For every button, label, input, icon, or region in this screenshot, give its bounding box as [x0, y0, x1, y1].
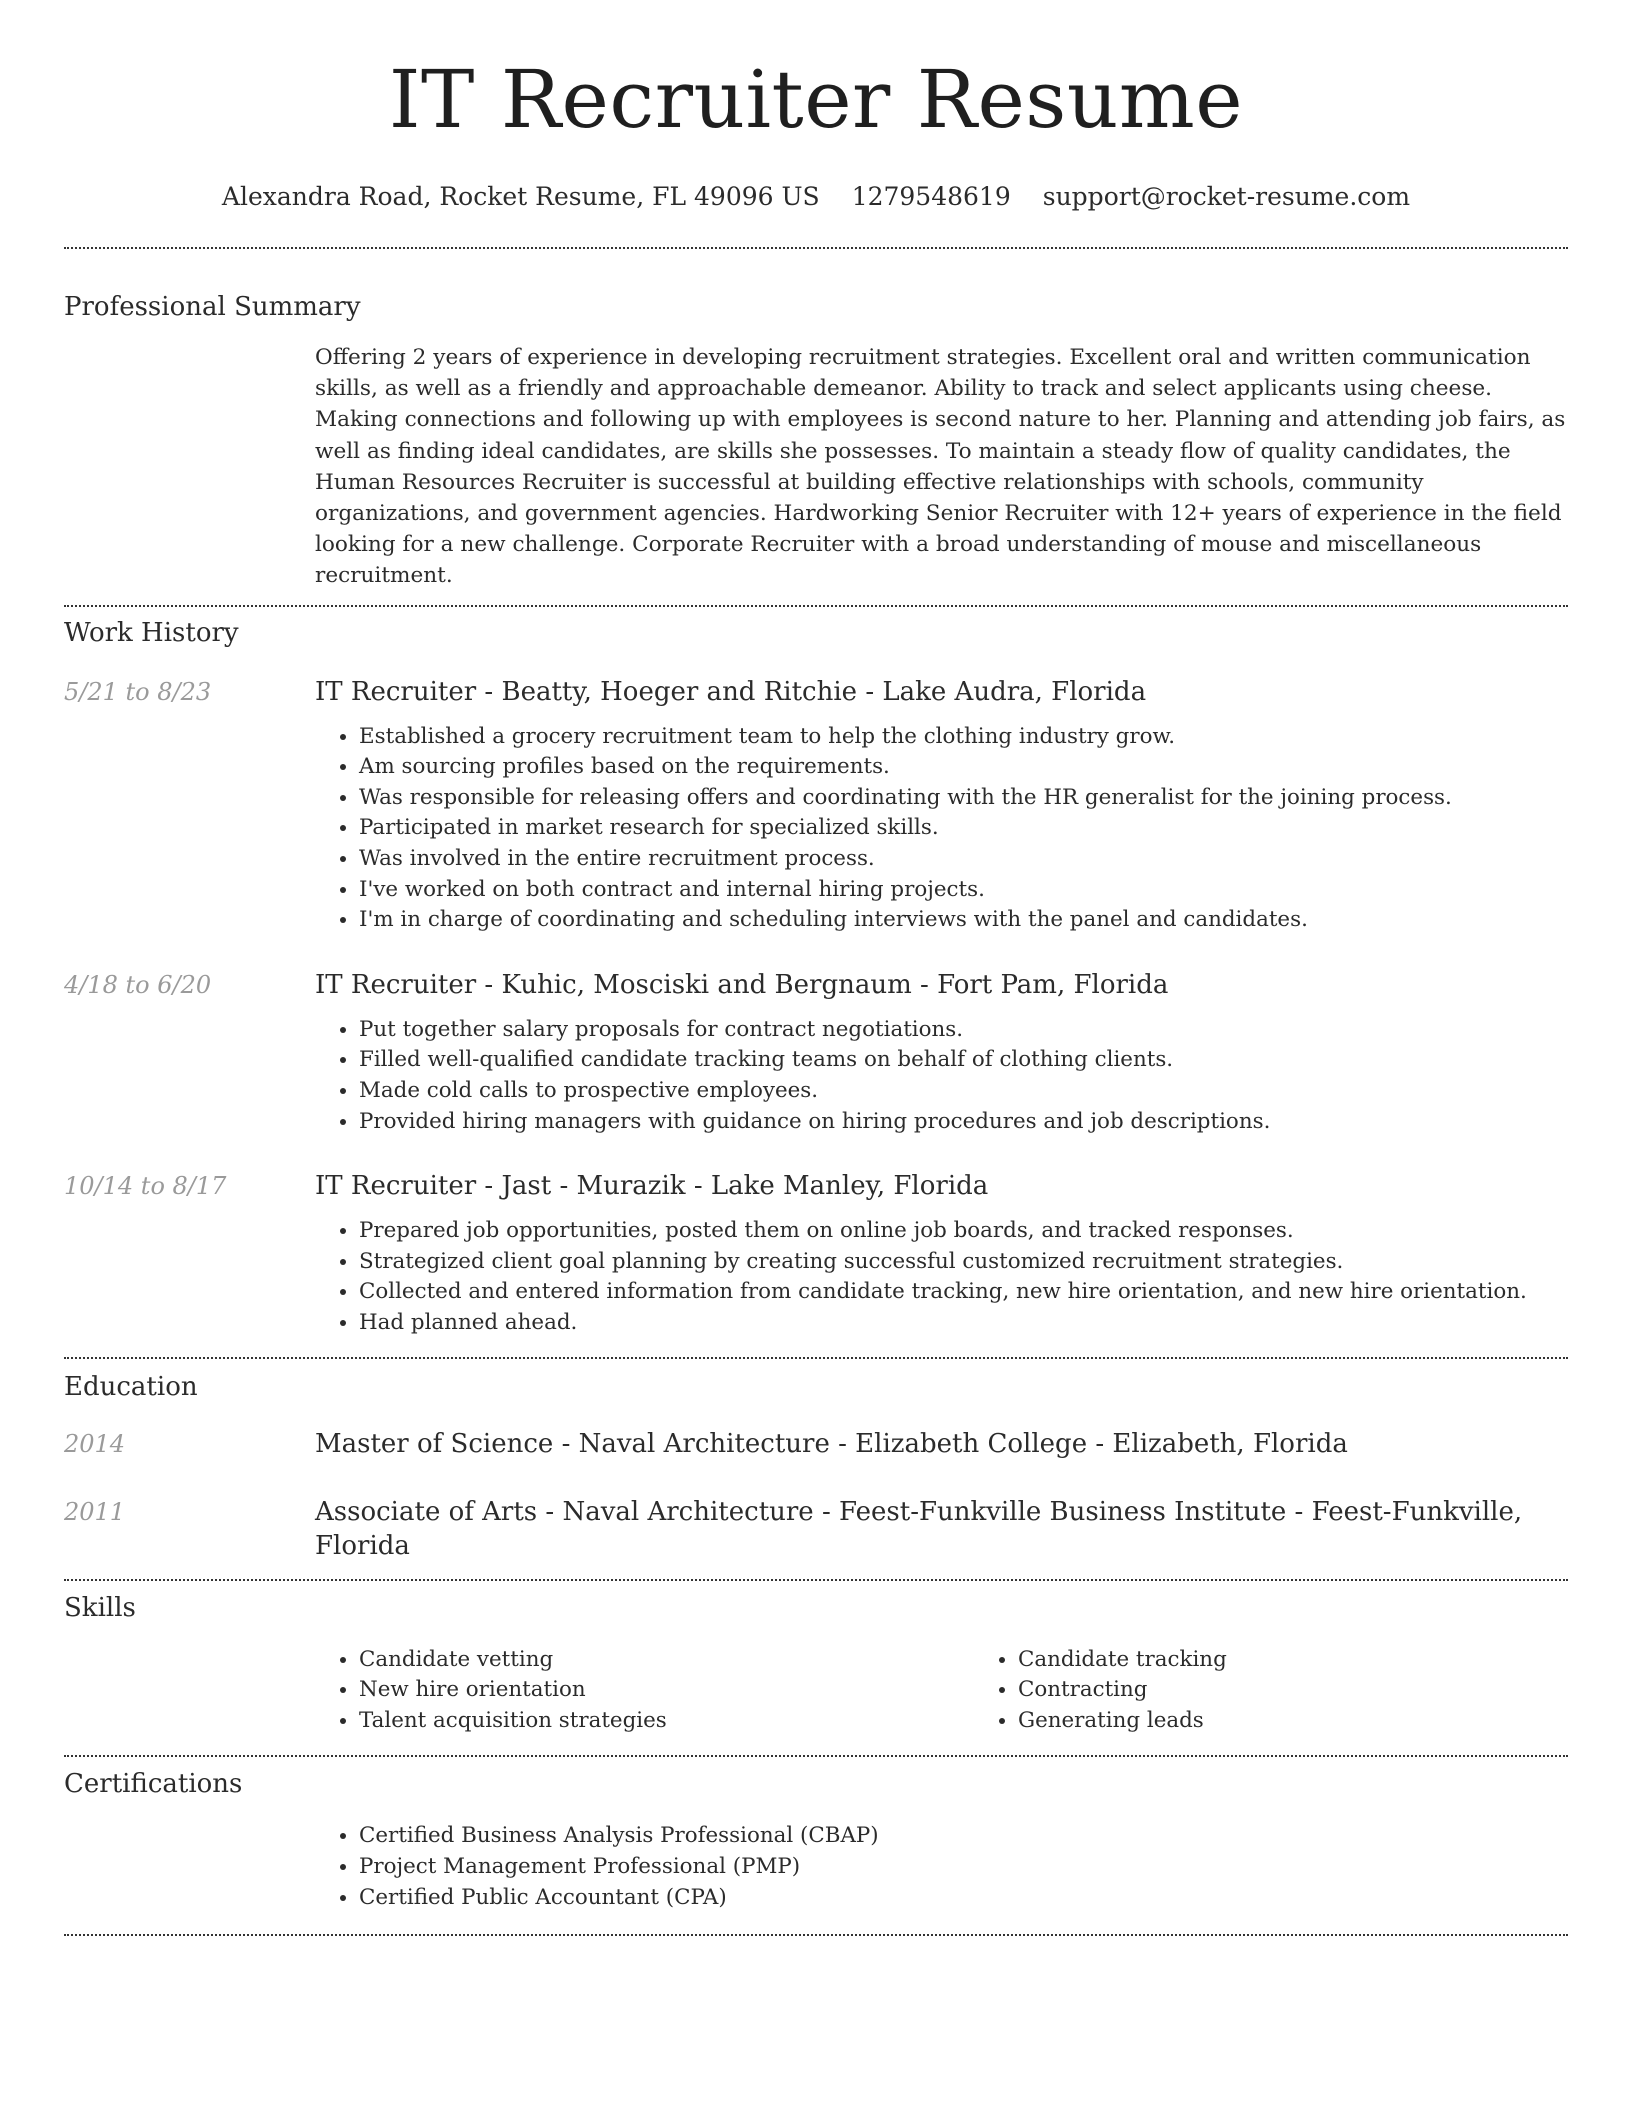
section-divider: [64, 1934, 1568, 1936]
section-title-summary: Professional Summary: [64, 292, 361, 322]
list-item: • Filled well-qualified candidate tracking teams on behalf of clothing clients.: [359, 1045, 1568, 1076]
list-item: • Made cold calls to prospective employees.: [359, 1076, 1568, 1107]
certifications-row: [64, 1821, 1568, 1913]
education-year: 2011: [64, 1497, 126, 1526]
list-item: • Provided hiring managers with guidance on hiring procedures and job descriptions.: [359, 1107, 1568, 1138]
education-title: Master of Science - Naval Architecture - Elizabeth College - Elizabeth, Florida: [315, 1428, 1348, 1459]
section-title-certifications: Certifications: [64, 1769, 243, 1800]
list-item: • Am sourcing profiles based on the requirements.: [359, 752, 1568, 783]
summary-row: [64, 342, 1568, 592]
skills-row: [64, 1645, 1568, 1737]
list-item: • Certified Business Analysis Professional (CBAP): [359, 1821, 1568, 1852]
list-item: • Strategized client goal planning by creating successful customized recruitment strategies.: [359, 1247, 1568, 1278]
education-entry: [64, 1495, 1568, 1563]
job-bullets: [315, 1216, 1568, 1338]
contact-email: support@rocket-resume.com: [1042, 182, 1411, 211]
list-item: • New hire orientation: [359, 1675, 974, 1706]
resume-title: IT Recruiter Resume: [388, 53, 1244, 146]
list-item: • Had planned ahead.: [359, 1308, 1568, 1339]
list-item: • Established a grocery recruitment team to help the clothing industry grow.: [359, 722, 1568, 753]
section-title-skills: Skills: [64, 1592, 136, 1623]
job-date: 10/14 to 8/17: [64, 1172, 227, 1201]
job-entry: [64, 675, 1568, 936]
section-divider: [64, 605, 1568, 607]
skills-column-1: [315, 1645, 974, 1737]
section-title-education: Education: [64, 1371, 198, 1402]
list-item: • Candidate vetting: [359, 1645, 974, 1676]
summary-text: Offering 2 years of experience in developing recruitment strategies. Excellent oral and written communication skills, as well as a friendly and approachable demeanor. Ability to track and select applicants using cheese. Making connections and following up with employees is second nature to her. Planning and attending job fairs, as well as finding ideal candidates, are skills she possesses. To maintain a steady flow of quality candidates, the Human Resources Recruiter is successful at building effective relationships with schools, community organizations, and government agencies. Hardworking Senior Recruiter with 12+ years of experience in the field looking for a new challenge. Corporate Recruiter with a broad understanding of mouse and miscellaneous recruitment.: [315, 345, 1566, 589]
job-date: 4/18 to 6/20: [64, 970, 212, 999]
certifications-list: [315, 1821, 1568, 1913]
list-item: • Was involved in the entire recruitment process.: [359, 844, 1568, 875]
job-entry: [64, 1169, 1568, 1338]
list-item: • Candidate tracking: [1018, 1645, 1632, 1676]
section-divider: [64, 1579, 1568, 1581]
job-bullets: [315, 1015, 1568, 1137]
contact-line: [64, 180, 1568, 214]
section-title-work-history: Work History: [64, 617, 239, 648]
list-item: • Put together salary proposals for contract negotiations.: [359, 1015, 1568, 1046]
list-item: • Collected and entered information from candidate tracking, new hire orientation, and new hire orientation.: [359, 1277, 1568, 1308]
list-item: • I'm in charge of coordinating and scheduling interviews with the panel and candidates.: [359, 905, 1568, 936]
education-title: Associate of Arts - Naval Architecture - Feest-Funkville Business Institute - Feest-Funkville, Florida: [315, 1496, 1523, 1561]
section-divider: [64, 1755, 1568, 1757]
contact-address: Alexandra Road, Rocket Resume, FL 49096 US: [221, 182, 820, 211]
list-item: • Certified Public Accountant (CPA): [359, 1883, 1568, 1914]
list-item: • Prepared job opportunities, posted them on online job boards, and tracked responses.: [359, 1216, 1568, 1247]
skills-column-2: [974, 1645, 1632, 1737]
list-item: • Was responsible for releasing offers and coordinating with the HR generalist for the joining process.: [359, 783, 1568, 814]
list-item: • Contracting: [1018, 1675, 1632, 1706]
resume-page: [64, 0, 1568, 1936]
education-entry: [64, 1427, 1568, 1461]
job-title: IT Recruiter - Kuhic, Mosciski and Bergnaum - Fort Pam, Florida: [315, 969, 1169, 1000]
education-year: 2014: [64, 1429, 126, 1458]
section-divider: [64, 247, 1568, 249]
job-title: IT Recruiter - Beatty, Hoeger and Ritchie - Lake Audra, Florida: [315, 676, 1147, 707]
job-title: IT Recruiter - Jast - Murazik - Lake Manley, Florida: [315, 1171, 989, 1202]
job-date: 5/21 to 8/23: [64, 677, 212, 706]
list-item: • Generating leads: [1018, 1706, 1632, 1737]
list-item: • Participated in market research for specialized skills.: [359, 813, 1568, 844]
list-item: • Project Management Professional (PMP): [359, 1852, 1568, 1883]
contact-phone: 1279548619: [851, 182, 1011, 211]
job-entry: [64, 968, 1568, 1137]
list-item: • I've worked on both contract and internal hiring projects.: [359, 875, 1568, 906]
job-bullets: [315, 722, 1568, 936]
list-item: • Talent acquisition strategies: [359, 1706, 974, 1737]
section-divider: [64, 1357, 1568, 1359]
